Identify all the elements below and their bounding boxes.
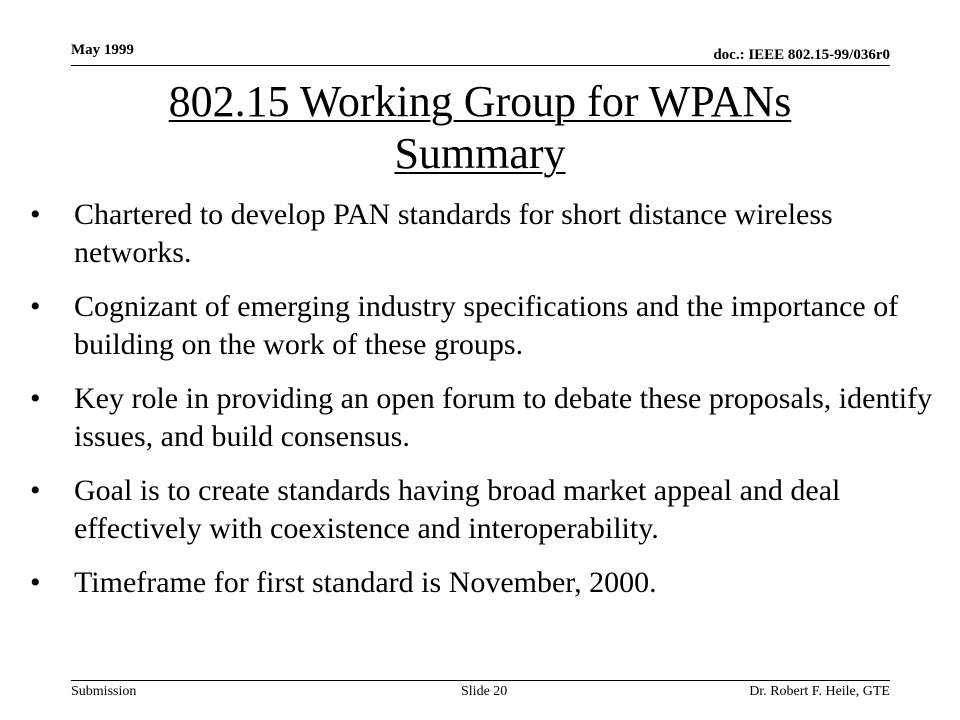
slide-title-line-2: Summary xyxy=(394,129,566,178)
footer-slide-number: Slide 20 xyxy=(461,684,508,699)
slide-title-line-1: 802.15 Working Group for WPANs xyxy=(168,77,792,126)
bullet-text: Chartered to develop PAN standards for short distance wireless networks. xyxy=(74,198,833,269)
bullet-item xyxy=(30,196,950,272)
bullet-marker: • xyxy=(30,382,41,415)
bullet-marker: • xyxy=(30,290,41,323)
header-date: May 1999 xyxy=(71,42,134,58)
bullet-text: Key role in providing an open forum to debate these proposals, identify issues, and build consensus. xyxy=(74,382,933,453)
bullet-text: Goal is to create standards having broad market appeal and deal effectively with coexistence and interoperability. xyxy=(74,474,841,545)
bullet-item xyxy=(30,472,950,548)
bullet-text: Timeframe for first standard is November, 2000. xyxy=(74,566,657,599)
bullet-item xyxy=(30,564,950,602)
footer-divider xyxy=(71,680,890,681)
bullet-marker: • xyxy=(30,566,41,599)
bullet-list xyxy=(30,196,950,618)
footer-submission: Submission xyxy=(71,684,137,699)
bullet-item xyxy=(30,380,950,456)
footer-author: Dr. Robert F. Heile, GTE xyxy=(749,684,890,699)
header-divider xyxy=(71,65,890,66)
bullet-marker: • xyxy=(30,474,41,507)
header-doc-id: doc.: IEEE 802.15-99/036r0 xyxy=(713,47,890,63)
bullet-marker: • xyxy=(30,198,41,231)
slide-title xyxy=(80,76,880,180)
bullet-text: Cognizant of emerging industry specifications and the importance of building on the work of these groups. xyxy=(74,290,899,361)
bullet-item xyxy=(30,288,950,364)
